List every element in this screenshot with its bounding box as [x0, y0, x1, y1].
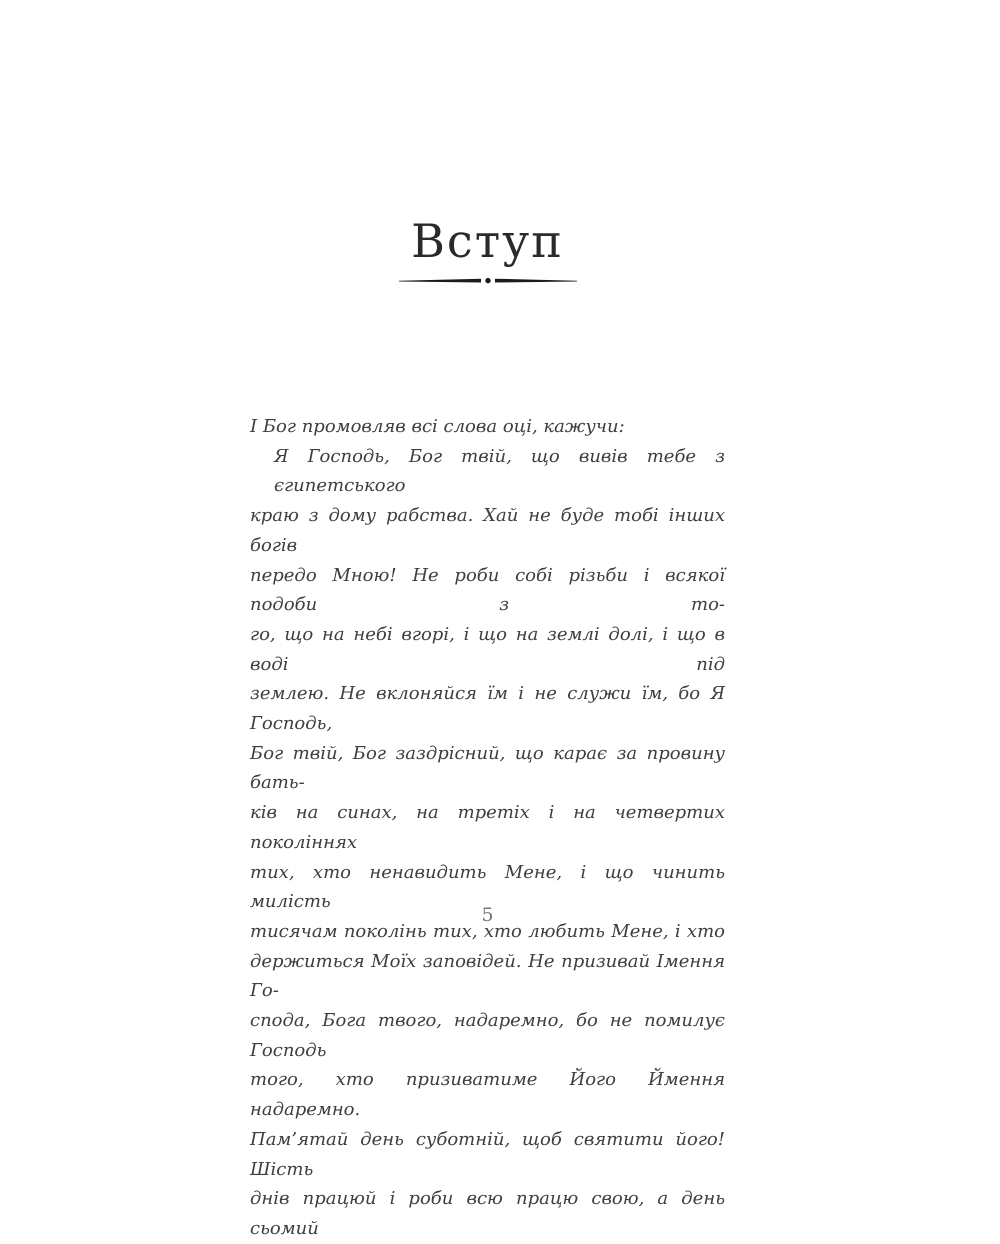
- chapter-title: Вступ: [411, 213, 564, 268]
- text-line: Пам’ятай день суботній, щоб святити його! Шість: [250, 1128, 725, 1180]
- divider-right-rule: [495, 279, 577, 283]
- text-line: тисячам поколінь тих, хто любить Мене, і хто: [250, 920, 725, 942]
- text-line: го, що на небі вгорі, і що на землі долі, і що в воді під: [250, 623, 725, 675]
- text-line: землею. Не вклоняйся їм і не служи їм, бо Я Господь,: [250, 683, 725, 735]
- content-column: [250, 0, 725, 1239]
- text-line: держиться Моїх заповідей. Не призивай Імення Го-: [250, 950, 725, 1002]
- text-line: І Бог промовляв всі слова оці, кажучи:: [250, 416, 625, 437]
- divider-left-rule: [399, 279, 481, 283]
- text-line: краю з дому рабства. Хай не буде тобі інших богів: [250, 505, 725, 556]
- chapter-body-text: [250, 412, 725, 1244]
- text-line: тих, хто ненавидить Мене, і що чинить милість: [250, 861, 725, 913]
- page-number: 5: [481, 904, 494, 926]
- text-line: днів працюй і роби всю працю свою, а день сьомий: [250, 1188, 725, 1239]
- text-line: того, хто призиватиме Його Ймення надаремно.: [250, 1069, 725, 1121]
- text-line: Бог твій, Бог заздрісний, що карає за провину бать-: [250, 742, 725, 794]
- divider-ornament-graphic: [399, 276, 577, 286]
- ornament-divider: [250, 276, 725, 286]
- divider-dot: [485, 278, 490, 283]
- text-line: Я Господь, Бог твій, що вивів тебе з єгипетського: [274, 445, 725, 497]
- text-line: ків на синах, на третіх і на четвертих поколіннях: [250, 802, 725, 853]
- text-line: спода, Бога твого, надаремно, бо не помилує Господь: [250, 1010, 725, 1061]
- text-line: передо Мною! Не роби собі різьби і всякої подоби з то-: [250, 564, 725, 616]
